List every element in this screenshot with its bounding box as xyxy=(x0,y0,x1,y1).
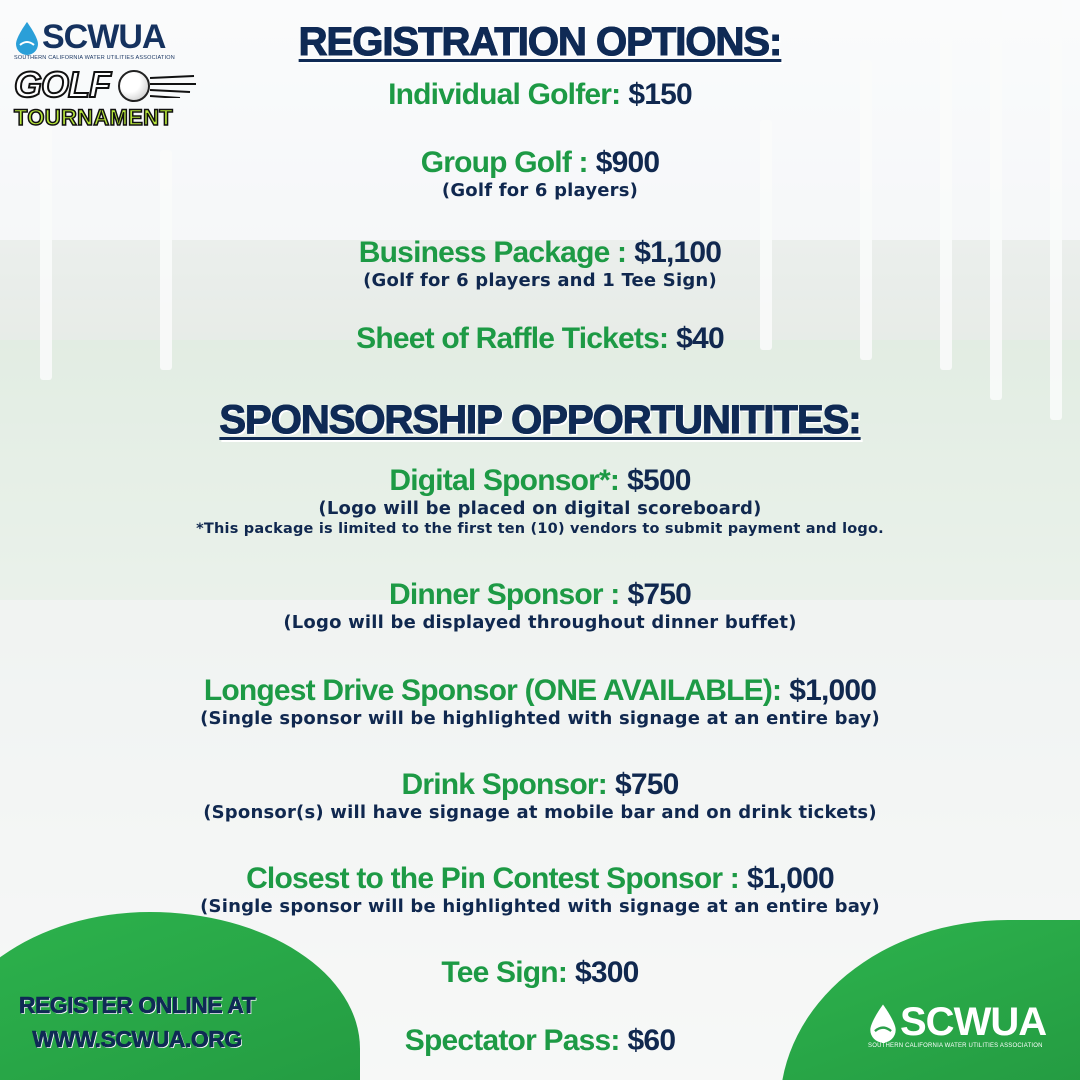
item-note: (Single sponsor will be highlighted with signage at an entire bay) xyxy=(200,896,880,917)
list-item xyxy=(0,78,1080,112)
list-item xyxy=(0,956,1080,990)
item-note: (Logo will be placed on digital scoreboard) xyxy=(318,498,762,519)
item-name: Spectator Pass: xyxy=(404,1024,620,1057)
item-name: Drink Sponsor: xyxy=(401,768,607,801)
list-item xyxy=(0,464,1080,538)
item-price: $900 xyxy=(595,146,660,179)
item-name: Tee Sign: xyxy=(441,956,568,989)
list-item xyxy=(0,674,1080,730)
brand-subtitle: SOUTHERN CALIFORNIA WATER UTILITIES ASSOCIATION xyxy=(14,55,175,61)
item-note: (Golf for 6 players and 1 Tee Sign) xyxy=(363,270,717,291)
item-price: $60 xyxy=(627,1024,676,1057)
register-online-callout xyxy=(12,988,262,1056)
item-price: $150 xyxy=(628,78,692,111)
item-price: $40 xyxy=(676,322,724,355)
item-note: (Golf for 6 players) xyxy=(441,180,639,201)
item-name: Sheet of Raffle Tickets: xyxy=(356,322,669,355)
item-name: Individual Golfer: xyxy=(388,78,621,111)
register-line: REGISTER ONLINE AT xyxy=(18,992,256,1018)
item-name: Closest to the Pin Contest Sponsor : xyxy=(246,862,739,895)
registration-heading: REGISTRATION OPTIONS: xyxy=(298,20,782,64)
item-price: $750 xyxy=(627,578,692,611)
water-drop-icon xyxy=(868,1003,898,1043)
brand-name: SCWUA xyxy=(900,1000,1047,1044)
item-name: Longest Drive Sponsor (ONE AVAILABLE): xyxy=(203,674,782,707)
list-item xyxy=(0,236,1080,292)
scwua-logo xyxy=(868,1000,1068,1049)
item-price: $1,100 xyxy=(634,236,722,269)
item-price: $1,000 xyxy=(789,674,877,707)
item-name: Group Golf : xyxy=(420,146,588,179)
golf-wordmark: GOLF xyxy=(14,64,110,105)
list-item xyxy=(0,862,1080,918)
item-name: Business Package : xyxy=(358,236,627,269)
item-price: $750 xyxy=(614,768,679,801)
list-item xyxy=(0,146,1080,202)
item-note: (Sponsor(s) will have signage at mobile bar and on drink tickets) xyxy=(203,802,877,823)
tournament-wordmark: TOURNAMENT xyxy=(14,105,174,130)
register-url[interactable]: WWW.SCWUA.ORG xyxy=(32,1026,242,1052)
item-name: Digital Sponsor*: xyxy=(389,464,620,497)
sponsorship-heading: SPONSORSHIP OPPORTUNITITES: xyxy=(219,398,861,442)
item-price: $1,000 xyxy=(746,862,834,895)
fine-print: *This package is limited to the first ten (10) vendors to submit payment and logo. xyxy=(196,521,884,537)
list-item xyxy=(0,322,1080,356)
list-item xyxy=(0,768,1080,824)
item-note: (Logo will be displayed throughout dinner buffet) xyxy=(283,612,797,633)
item-price: $300 xyxy=(575,956,639,989)
brand-subtitle: SOUTHERN CALIFORNIA WATER UTILITIES ASSOCIATION xyxy=(868,1043,1043,1049)
item-note: (Single sponsor will be highlighted with signage at an entire bay) xyxy=(200,708,880,729)
item-price: $500 xyxy=(627,464,691,497)
list-item xyxy=(0,578,1080,634)
brand-name: SCWUA xyxy=(42,18,166,56)
item-name: Dinner Sponsor : xyxy=(388,578,620,611)
